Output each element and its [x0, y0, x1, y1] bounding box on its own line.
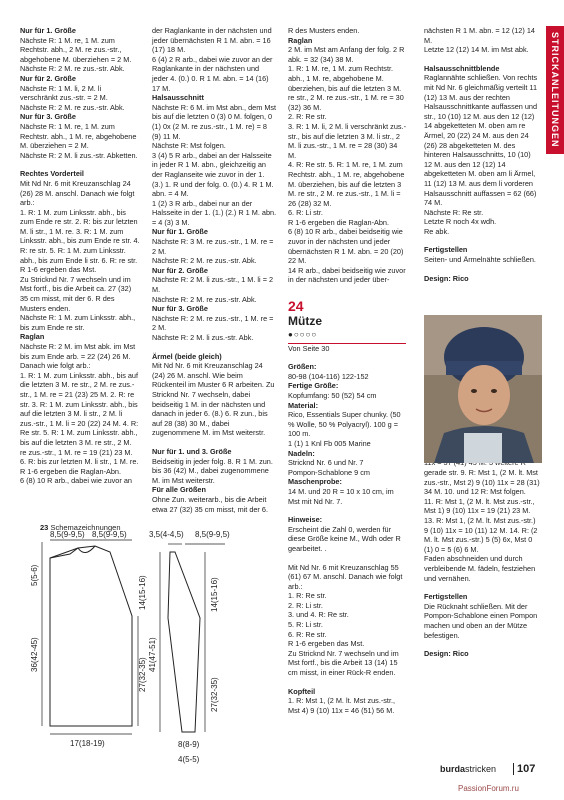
body-width-right: 8,5(9-9,5)	[92, 530, 127, 539]
paragraph: Halsausschnitt	[152, 93, 204, 103]
body-neck-depth: 5(5-6)	[30, 564, 39, 586]
column-3-top	[288, 26, 406, 285]
paragraph: R des Musters enden.	[288, 26, 360, 35]
paragraph: Nächste R: 2 M. re zus.-str. Abk.	[152, 256, 257, 266]
paragraph: Stricknd Nr. 6 und Nr. 7	[288, 458, 364, 468]
paragraph: Nadeln:	[288, 448, 315, 458]
paragraph: Nächste R: 2 M. re zus.-str. Abk.	[20, 102, 125, 112]
paragraph: 5. R: Li str.	[288, 620, 323, 630]
column-4-bottom	[424, 439, 540, 658]
difficulty-rating: ●○○○○	[288, 330, 318, 340]
paragraph: 1 (2) 3 R arb., dabei nur an der Halsseite in der 1. (1.) (2.) R 1 M. abn. = 4 (3) 3 M.	[152, 198, 277, 227]
paragraph: Pompon-Schablone 9 cm	[288, 467, 370, 477]
paragraph: Nächste R: 1 M. li, 2 M. li verschränkt zus.-str. = 2 M.	[20, 83, 108, 103]
paragraph: R 1-6 ergeben die Raglan-Abn.	[20, 466, 122, 476]
paragraph: Mit Nd Nr. 6 mit Kreuzanschlag 24 (26) 28 M. anschl. Danach wie folgt arb.:	[20, 178, 135, 208]
paragraph: Re abk.	[424, 226, 450, 236]
paragraph: 3 (4) 5 R arb., dabei an der Halsseite in jeder R 1 M. abn., gleichzeitig an der Raglanseite wie zuvor in der 1. (3.) 1. R und der folg. 0. (0.) 4. R 1 M. abn. = 4 M.	[152, 150, 274, 199]
paragraph: Nur für 1. Größe	[20, 26, 76, 35]
paragraph: Letzte 12 (12) 14 M. im Mst abk.	[424, 45, 529, 55]
paragraph: 1. R: 1 M. zum Linksstr. abh., bis auf die letzten 3 M. re str., 2 M. re zus.-str., 1 M. re = 21 (23) 25 M. 2. R: re str. 3. R: 1 M. zum Linksstr. abh., bis auf die letzten 3 M. li str., 2 M. li zus.-str., 1 M. li = 20 (22) 24 M. 4. R: Re str. 5. R: 1 M. zum Linksstr. abh., bis auf die letzten 3 M. re str., 2 M. re zus.-str., 1 M. re = 19 (21) 23 M. 6. R: bis zur letzten M. li str., 1 M. re.	[20, 370, 139, 467]
paragraph: 13. R: Mst 1, (2 M. lt. Mst zus.-str.) 9 (10) 11x = 10 (11) 12 M. 14. R: (2 M. lt. Mst zus.-str.) 5 (5) 6x, Mst 0 (1) 0 = 5 (6) 6 M.	[424, 516, 538, 554]
paragraph: 2. R: Li str.	[288, 600, 323, 610]
body-raglan-depth: 14(15-16)	[138, 575, 147, 610]
paragraph: 2 M. im Mst am Anfang der folg. 2 R abk. = 32 (34) 38 M.	[288, 45, 405, 64]
sleeve-top-length: 8,5(9-9,5)	[195, 530, 230, 539]
paragraph: Raglannähte schließen. Von rechts mit Nd Nr. 6 gleichmäßig verteilt 11 (12) 13 M. aus der rechten Halsausschnittkante auffassen und str., 10 (10) 12 M. aus den 12 (12) 14 abgeketteten M. oben am re Ärmel, 20 (22) 24 M. aus den 24 (26) 28 abgeketteten M. des hinteren Halsausschnitts, 10 (10) 12 M. aus den 12 (12) 14 abgeketteten M. oben am li Ärmel, 11 (12) 13 M. aus dem li vorderen Halsausschnitt auffassen = 62 (66) 74 M.	[424, 73, 538, 208]
paragraph: Nächste R: 1 M. zum Linksstr. abh., bis zum Ende re str.	[20, 313, 136, 332]
paragraph: Nächste R: 2 M. li zus.-str. Abk.	[152, 333, 254, 342]
paragraph: Mit Nd Nr. 6 mit Kreuzanschlag 55 (61) 67 M. anschl. Danach wie folgt arb.:	[288, 562, 403, 591]
sleeve-raglan-depth: 14(15-16)	[210, 577, 219, 612]
paragraph: Design: Rico	[424, 273, 469, 283]
paragraph: Nächste R: Re str.	[424, 207, 484, 217]
paragraph: Nächste R: 3 M. re zus.-str., 1 M. re = 2 M.	[152, 237, 274, 256]
paragraph: Zu Stricknd Nr. 7 wechseln und im Mst fortf., bis die Arbeit 13 (14) 15 cm misst, in einer Rück-R enden.	[288, 648, 399, 678]
paragraph: 1. R: 1 M. re, 1 M. zum Rechtstr. abh., 1 M. re, abgehobene M. überziehen, bis auf die letzten 3 M. re str., 2 M. re zus.-str., 1 M. re = 30 (32) 36 M.	[288, 64, 404, 112]
magazine-footer: burdastricken	[440, 764, 497, 774]
paragraph: der Raglankante in der nächsten und jeder übernächsten R 1 M. abn. = 16 (17) 18 M.	[152, 26, 272, 55]
body-total-length: 36(42-45)	[30, 637, 39, 672]
paragraph: Hinweise:	[288, 515, 323, 525]
paragraph: Mit Nd Nr. 6 mit Kreuzanschlag 24 (24) 26 M. anschl. Wie beim Rückenteil im Muster 6 R arbeiten. Zu Stricknd Nr. 7 wechseln, dabei beidseitig 1 M. in der nächsten und danach in jeder 6. (8.) 6. R zun., bis auf 28 (38) 30 M., dabei zugenommene M. im Mst weiterstr.	[152, 361, 275, 438]
section-tab: STRICKANLEITUNGEN	[546, 26, 564, 154]
hat-model-photo	[424, 315, 542, 463]
paragraph: Maschenprobe:	[288, 477, 342, 487]
column-3	[288, 26, 406, 715]
paragraph: 3. R: 1 M. li, 2 M. li verschränkt zus.-str., bis auf die letzten 3 M. li str., 2 M. li zus.-str., 1 M. re = 28 (30) 34 M.	[288, 121, 406, 160]
sleeve-cuff-half: 4(5-5)	[178, 755, 200, 764]
paragraph: 1. R: Mst 1, (2 M. lt. Mst zus.-str., Mst 4) 9 (10) 11x = 46 (51) 56 M.	[288, 696, 396, 715]
paragraph: R 1-6 ergeben das Mst.	[288, 639, 365, 649]
paragraph: Rechtes Vorderteil	[20, 169, 84, 179]
paragraph: Letzte R noch 4x wdh.	[424, 217, 497, 227]
paragraph: Design: Rico	[424, 649, 469, 659]
body-bottom-width: 17(18-19)	[70, 739, 105, 748]
paragraph: 4. R: Re str. 5. R: 1 M. re, 1 M. zum Rechtstr. abh., 1 M. re, abgehobene M. überziehen, bis auf die letzten 3 M. re str., 2 M. re zus.-str., 1 M. li = 26 (28) 32 M.	[288, 160, 405, 208]
paragraph: Nächste R: 2 M. re zus.-str., 1 M. re = 2 M.	[152, 313, 274, 333]
pattern-number: 24	[288, 298, 304, 315]
paragraph: Danach wie folgt arb.:	[20, 361, 91, 371]
body-side-length: 27(32-35)	[138, 657, 147, 692]
paragraph: 14 R arb., dabei beidseitig wie zuvor in der nächsten und jeder über-	[288, 265, 406, 285]
column-4-top	[424, 26, 540, 283]
paragraph: Seiten- und Ärmelnähte schließen.	[424, 255, 536, 265]
paragraph: Größen:	[288, 362, 317, 372]
paragraph: Kopfumfang: 50 (52) 54 cm	[288, 391, 377, 400]
paragraph: Nur für 2. Größe	[152, 265, 208, 275]
column-3-bottom	[288, 344, 406, 716]
paragraph: 14 M. und 20 R = 10 x 10 cm, im Mst mit Nd Nr. 7.	[288, 486, 394, 506]
paragraph: Für alle Größen	[152, 485, 206, 495]
body-schema	[30, 530, 147, 748]
paragraph: 11. R: Mst 1, (2 M. lt. Mst zus.-str., Mst 1) 9 (10) 11x = 19 (21) 23 M.	[424, 496, 535, 516]
paragraph: Fertige Größe:	[288, 381, 339, 391]
paragraph: Fertigstellen	[424, 592, 468, 602]
paragraph: 80-98 (104-116) 122-152	[288, 371, 369, 381]
paragraph: Nur für 1. und 3. Größe	[152, 446, 232, 456]
paragraph: gerade str. 9. R: Mst 1, (2 M. lt. Mst zus.-str., Mst 2) 9 (10) 11x = 28 (31) 34 M. 10. und 12 R: Mst folgen.	[424, 468, 540, 497]
sleeve-schema	[148, 530, 230, 764]
paragraph: Rico, Essentials Super chunky. (50 % Wolle, 50 % Polyacryl). 100 g = 100 m.	[288, 410, 401, 439]
paragraph: 6. R: Re str.	[288, 629, 327, 639]
paragraph: 1 (1) 1 Knl Fb 005 Marine	[288, 438, 371, 448]
paragraph: Nur für 2. Größe	[20, 73, 76, 83]
sleeve-total-length: 41(47-51)	[148, 637, 157, 672]
paragraph: Nächste R: 1 M. re, 1 M. zum Rechtstr. abh., 2 M. re zus.-str., abgehobene M. überziehen = 2 M.	[20, 35, 132, 64]
sleeve-cuff-width: 8(8-9)	[178, 740, 200, 749]
watermark: PassionForum.ru	[458, 784, 519, 793]
sleeve-arm-length: 27(32-35)	[210, 677, 219, 712]
paragraph: Raglan	[288, 35, 313, 45]
paragraph: Halsausschnittblende	[424, 63, 500, 73]
paragraph: Nächste R: 1 M. re, 1 M. zum Rechtstr. abh., 1 M. re, abgehobene M. überziehen = 2 M.	[20, 121, 137, 151]
paragraph: nächsten R 1 M. abn. = 12 (12) 14 M.	[424, 26, 535, 45]
paragraph: 6 (4) 2 R arb., dabei wie zuvor an der Raglankante in der nächsten und jeder 4. (0.) 0. R 1 M. abn. = 14 (16) 17 M.	[152, 54, 273, 93]
paragraph: Nächste R: 6 M. im Mst abn., dem Mst bis auf die letzten 0 (3) 0 M. folgen, 0 (1) 0x (2 M. re zus.-str., 1 M. re) = 8 (9) 11 M.	[152, 102, 277, 141]
paragraph: Die Rücknaht schließen. Mit der Pompon-Schablone einen Pompon machen und oben an der Mütze befestigen.	[424, 601, 538, 640]
page-number: 107	[513, 763, 535, 775]
paragraph: Nächste R: 2 M. re zus.-str. Abk.	[152, 294, 257, 304]
pattern-header	[288, 299, 406, 344]
paragraph: Nächste R: 2 M. re zus.-str. Abk.	[20, 64, 125, 74]
paragraph: Nächste R: 2 M. li zus.-str., 1 M. li = 2 M.	[152, 275, 274, 295]
column-1	[20, 26, 140, 486]
paragraph: Nächste R: 2 M. li zus.-str. Abketten.	[20, 150, 138, 160]
body-width-left: 8,5(9-9,5)	[50, 530, 85, 539]
paragraph: 3. und 4. R: Re str.	[288, 610, 349, 620]
paragraph: Raglan	[20, 332, 45, 342]
paragraph: Nur für 3. Größe	[152, 304, 208, 314]
paragraph: Fertigstellen	[424, 245, 468, 255]
paragraph: Material:	[288, 400, 319, 410]
paragraph: Zu Stricknd Nr. 7 wechseln und im Mst fortf., bis die Arbeit ca. 27 (32) 35 cm misst, mit der 6. R des Musters enden.	[20, 274, 132, 313]
paragraph: 1. R: 1 M. zum Linksstr. abh., bis zum Ende re str. 2. R: bis zur letzten M. li str., 1 M. re. 3. R: 1 M. zum Linksstr. abh., bis zum Ende re str. 4. R: re str. 5. R: 1 M. zum Linksstr. abh., bis zum Ende li str. 6. R: re str. R 1-6 ergeben das Mst.	[20, 207, 140, 275]
paragraph: Faden abschneiden und durch verbleibende M. fädeln, festziehen und vernähen.	[424, 554, 536, 583]
paragraph: 6. R: Li str.	[288, 208, 323, 218]
paragraph: 2. R: Re str.	[288, 112, 327, 122]
paragraph: Beidseitig in jeder folg. 8. R 1 M. zun. bis 36 (42) M., dabei zugenommene M. im Mst weiterstr.	[152, 456, 273, 485]
paragraph: Von Seite 30	[288, 343, 330, 353]
paragraph: Nur für 3. Größe	[20, 112, 76, 122]
sleeve-top-width: 3,5(4-4,5)	[149, 530, 184, 539]
paragraph: Ärmel (beide gleich)	[152, 351, 222, 361]
schematic-drawings	[20, 522, 275, 772]
paragraph: Ohne Zun. weiterarb., bis die Arbeit etwa 27 (32) 35 cm misst, mit der 6.	[152, 494, 268, 514]
paragraph: Nur für 1. Größe	[152, 227, 208, 237]
column-2	[152, 26, 277, 514]
paragraph: Nächste R: 2 M. im Mst abk. im Mst bis zum Ende arb. = 22 (24) 26 M.	[20, 342, 136, 361]
paragraph: R 1-6 ergeben die Raglan-Abn.	[288, 217, 390, 227]
paragraph: 1. R: Re str.	[288, 591, 327, 601]
paragraph: Nächste R: Mst folgen.	[152, 141, 226, 151]
pattern-title: Mütze	[288, 314, 322, 329]
schema-title: 23 Schemazeichnungen	[40, 523, 121, 532]
paragraph: 6 (8) 10 R arb., dabei wie zuvor an	[20, 476, 132, 486]
paragraph: 6 (8) 10 R arb., dabei beidseitig wie zuvor in der nächsten und jeder übernächsten R 1 M. abn. = 20 (20) 22 M.	[288, 227, 404, 266]
paragraph: Kopfteil	[288, 686, 316, 696]
paragraph: Erscheint die Zahl 0, werden für diese Größe keine M., Wdh oder R gearbeitet. .	[288, 524, 401, 553]
